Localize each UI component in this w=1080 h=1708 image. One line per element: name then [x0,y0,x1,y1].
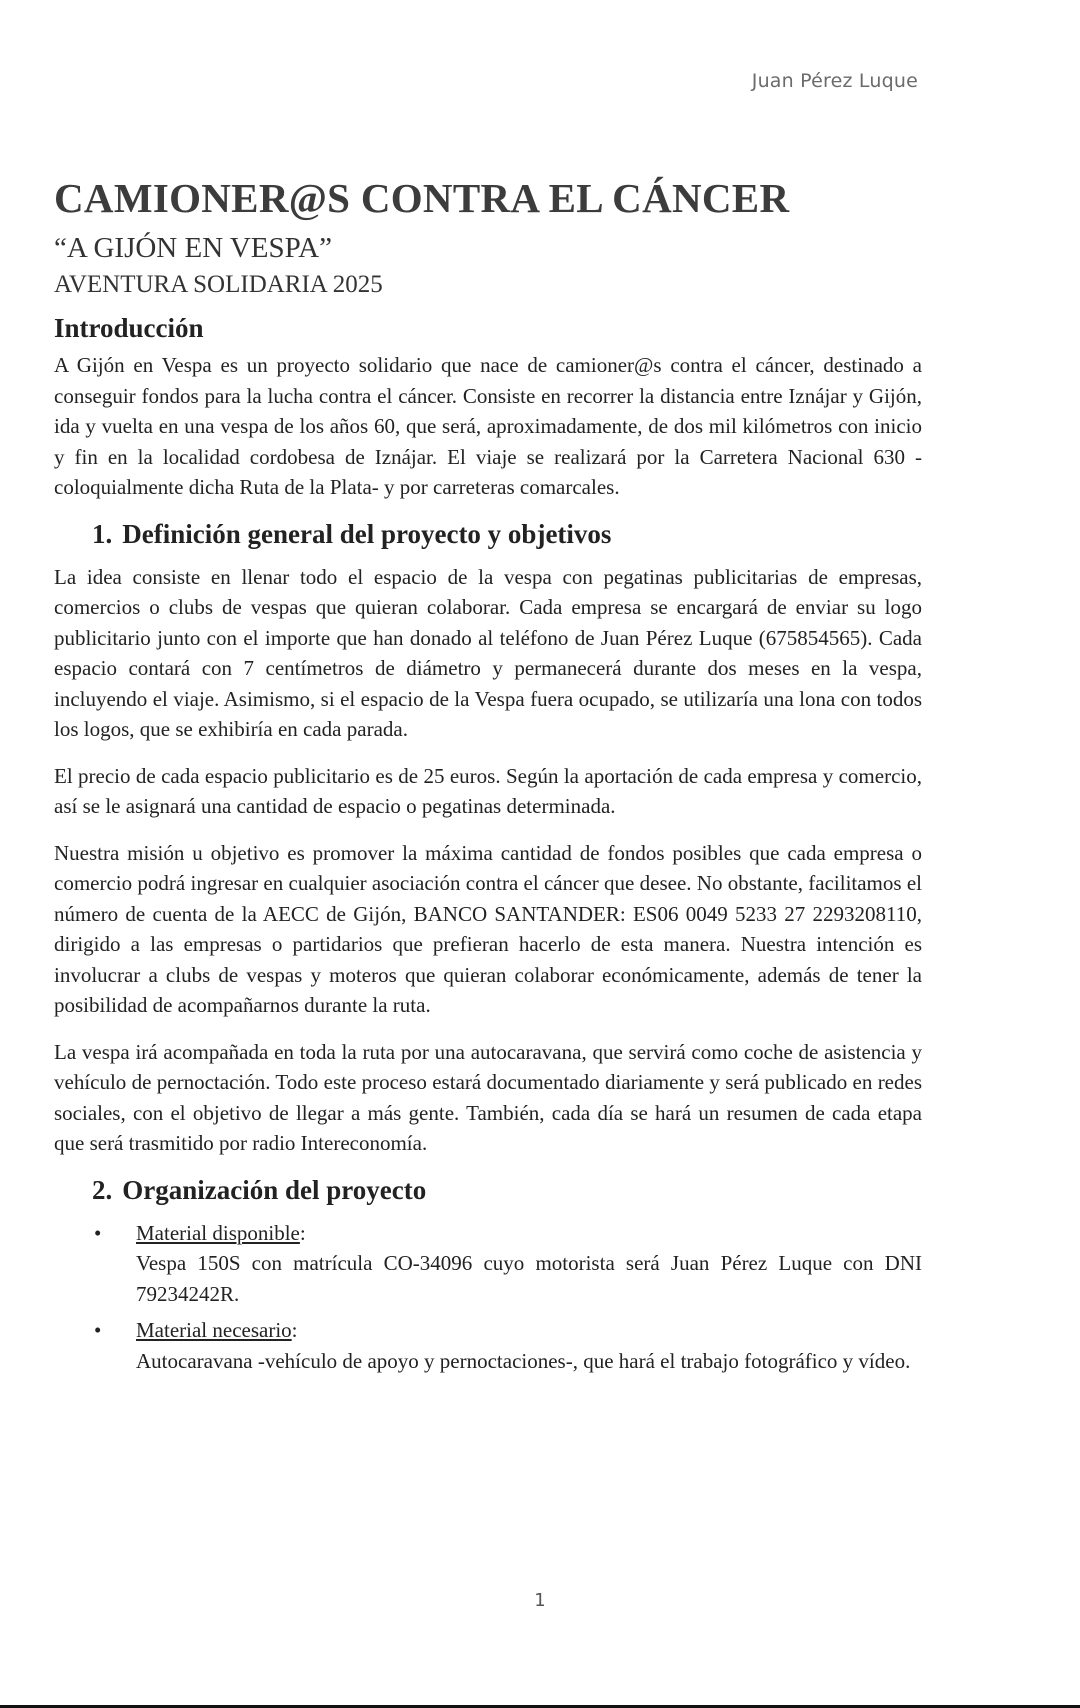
list-item [94,1218,922,1310]
section-2-title: Organización del proyecto [122,1174,427,1205]
list-item-label: Material necesario [136,1318,292,1342]
bullet-icon: • [94,1220,102,1245]
document-body [54,174,922,1382]
list-item-label: Material disponible [136,1220,300,1245]
list-item-label-suffix: : [299,1220,306,1245]
section-1-paragraph: El precio de cada espacio publicitario es de 25 euros. Según la aportación de cada empresa y comercio, así se le asignará una cantidad de espacio o pegatinas determinada. [54,763,922,818]
list-item-detail: Autocaravana -vehículo de apoyo y pernoctaciones-, que hará el trabajo fotográfico y vídeo. [136,1348,911,1373]
bullet-icon: • [94,1318,102,1342]
intro-heading: Introducción [54,313,204,343]
document-title: CAMIONER@S CONTRA EL CÁNCER [54,175,790,221]
section-1-paragraph: La idea consiste en llenar todo el espacio de la vespa con pegatinas publicitarias de empresas, comercios o clubs de vespas que quieran colaborar. Cada empresa se encargará de enviar su logo publicitario junto con el importe que han donado al teléfono de Juan Pérez Luque (675854565). Cada espacio contará con 7 centímetros de diámetro y permanecerá durante dos meses en la vespa, incluyendo el viaje. Asimismo, si el espacio de la Vespa fuera ocupado, se utilizaría una lona con todos los logos, que se exhibiría en cada parada. [54,564,922,741]
section-1-paragraph: La vespa irá acompañada en toda la ruta por una autocaravana, que servirá como coche de asistencia y vehículo de pernoctación. Todo este proceso estará documentado diariamente y será publicado en redes sociales, con el objetivo de llegar a más gente. También, cada día se hará un resumen de cada etapa que será trasmitido por radio Intereconomía. [54,1039,922,1155]
section-1-paragraph: Nuestra misión u objetivo es promover la máxima cantidad de fondos posibles que cada empresa o comercio podrá ingresar en cualquier asociación contra el cáncer que desee. No obstante, facilitamos el número de cuenta de la AECC de Gijón, BANCO SANTANDER: ES06 0049 5233 27 2293208110, dirigido a las empresas o partidarios que prefieran hacerlo de esta manera. Nuestra intención es involucrar a clubs de vespas y moteros que quieran colaborar económicamente, además de tener la posibilidad de acompañarnos durante la ruta. [54,840,922,1017]
section-1-title: Definición general del proyecto y objetivos [122,518,612,549]
section-1-number: 1. [92,518,113,549]
section-2-number: 2. [92,1174,113,1205]
intro-paragraph: A Gijón en Vespa es un proyecto solidario que nace de camioner@s contra el cáncer, destinado a conseguir fondos para la lucha contra el cáncer. Consiste en recorrer la distancia entre Iznájar y Gijón, ida y vuelta en una vespa de los años 60, que será, aproximadamente, de dos mil kilómetros con inicio y fin en la localidad cordobesa de Iznájar. El viaje se realizará por la Carretera Nacional 630 -coloquialmente dicha Ruta de la Plata- y por carreteras comarcales. [54,353,922,499]
document-subtitle: “A GIJÓN EN VESPA” [54,232,332,264]
list-item-label-suffix: : [291,1318,298,1342]
page-number: 1 [534,1590,546,1611]
list-item [94,1315,922,1376]
section-1-heading [92,519,922,550]
document-subtitle-2: AVENTURA SOLIDARIA 2025 [54,271,383,298]
section-2-heading [92,1175,922,1206]
section-2-list [54,1218,922,1377]
list-item-detail: Vespa 150S con matrícula CO-34096 cuyo motorista será Juan Pérez Luque con DNI 79234242R. [136,1251,922,1306]
header-author: Juan Pérez Luque [751,70,918,92]
